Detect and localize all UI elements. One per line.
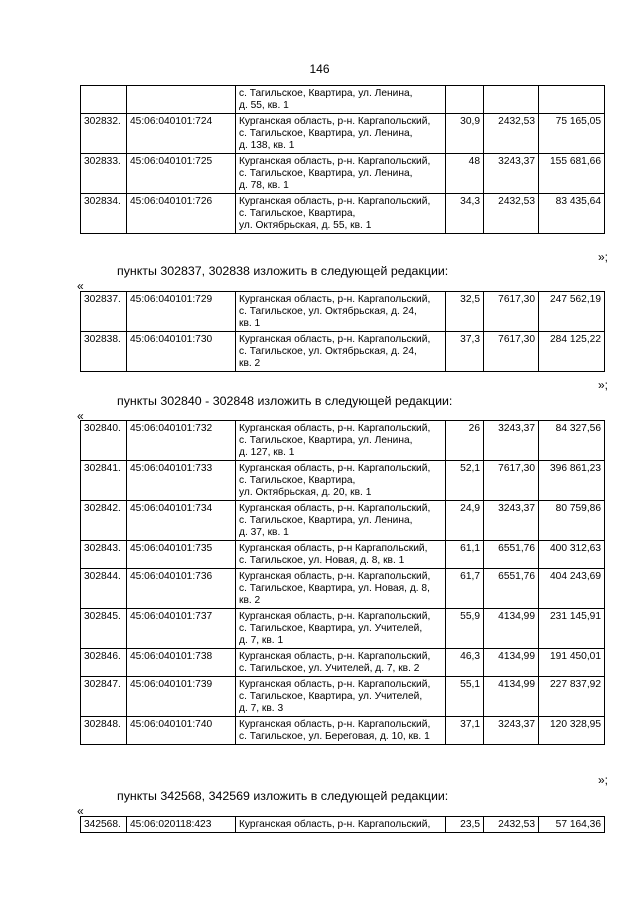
cell-cad: 45:06:040101:734 <box>127 501 236 541</box>
section-heading: пункты 302840 - 302848 изложить в следующей редакции: <box>117 394 453 408</box>
cell-addr <box>236 86 446 114</box>
cell-num: 342568. <box>81 817 127 833</box>
table-row <box>81 569 605 609</box>
cell-addr <box>236 154 446 194</box>
cell-price: 3243,37 <box>484 421 539 461</box>
address-line: с. Тагильское, Квартира, ул. Ленина, <box>239 128 413 139</box>
cell-area: 61,1 <box>446 541 484 569</box>
address-line: Курганская область, р-н. Каргапольский, <box>239 819 431 830</box>
table-row <box>81 154 605 194</box>
cell-area: 24,9 <box>446 501 484 541</box>
property-table-2 <box>80 291 605 372</box>
address-line: с. Тагильское, Квартира, ул. Ленина, <box>239 88 413 99</box>
address-line: кв. 2 <box>239 595 261 606</box>
address-line: с. Тагильское, Квартира, <box>239 208 356 219</box>
cell-cad: 45:06:040101:739 <box>127 677 236 717</box>
table-row <box>81 501 605 541</box>
closing-quote: »; <box>597 250 608 264</box>
cell-total <box>539 86 605 114</box>
address-line: Курганская область, р-н. Каргапольский, <box>239 423 431 434</box>
cell-total: 231 145,91 <box>539 609 605 649</box>
cell-price: 4134,99 <box>484 649 539 677</box>
cell-total: 75 165,05 <box>539 114 605 154</box>
cell-cad: 45:06:040101:740 <box>127 717 236 745</box>
property-table-4 <box>80 816 605 833</box>
cell-addr <box>236 569 446 609</box>
cell-cad: 45:06:040101:732 <box>127 421 236 461</box>
address-line: кв. 1 <box>239 318 261 329</box>
address-line: с. Тагильское, ул. Новая, д. 8, кв. 1 <box>239 555 405 566</box>
cell-price: 2432,53 <box>484 114 539 154</box>
cell-num: 302843. <box>81 541 127 569</box>
cell-cad: 45:06:040101:725 <box>127 154 236 194</box>
address-line: Курганская область, р-н. Каргапольский, <box>239 571 431 582</box>
cell-price: 6551,76 <box>484 569 539 609</box>
closing-quote: »; <box>597 773 608 787</box>
address-line: Курганская область, р-н Каргапольский, <box>239 543 428 554</box>
address-line: Курганская область, р-н. Каргапольский, <box>239 651 431 662</box>
closing-quote: »; <box>597 378 608 392</box>
cell-cad: 45:06:040101:730 <box>127 332 236 372</box>
cell-total: 191 450,01 <box>539 649 605 677</box>
cell-area: 61,7 <box>446 569 484 609</box>
cell-addr <box>236 332 446 372</box>
table-row <box>81 649 605 677</box>
cell-price: 4134,99 <box>484 609 539 649</box>
address-line: с. Тагильское, ул. Октябрьская, д. 24, <box>239 346 417 357</box>
table-row <box>81 292 605 332</box>
opening-quote: « <box>77 409 84 423</box>
cell-area: 23,5 <box>446 817 484 833</box>
address-line: д. 37, кв. 1 <box>239 527 289 538</box>
table-row <box>81 717 605 745</box>
cell-price: 4134,99 <box>484 677 539 717</box>
cell-num: 302838. <box>81 332 127 372</box>
property-table-1 <box>80 85 605 234</box>
cell-total: 284 125,22 <box>539 332 605 372</box>
table-row <box>81 332 605 372</box>
table-row <box>81 421 605 461</box>
cell-price: 7617,30 <box>484 292 539 332</box>
cell-num: 302845. <box>81 609 127 649</box>
cell-cad: 45:06:040101:724 <box>127 114 236 154</box>
cell-price: 2432,53 <box>484 817 539 833</box>
cell-total: 155 681,66 <box>539 154 605 194</box>
cell-cad: 45:06:040101:738 <box>127 649 236 677</box>
cell-cad: 45:06:040101:735 <box>127 541 236 569</box>
cell-total: 120 328,95 <box>539 717 605 745</box>
table-row <box>81 114 605 154</box>
address-line: д. 127, кв. 1 <box>239 447 295 458</box>
cell-addr <box>236 114 446 154</box>
address-line: Курганская область, р-н. Каргапольский, <box>239 611 431 622</box>
address-line: Курганская область, р-н. Каргапольский, <box>239 196 431 207</box>
cell-area: 48 <box>446 154 484 194</box>
address-line: с. Тагильское, Квартира, ул. Новая, д. 8, <box>239 583 430 594</box>
address-line: с. Тагильское, Квартира, ул. Ленина, <box>239 168 413 179</box>
cell-addr <box>236 677 446 717</box>
section-heading: пункты 302837, 302838 изложить в следующей редакции: <box>117 264 449 278</box>
cell-num: 302847. <box>81 677 127 717</box>
cell-num: 302844. <box>81 569 127 609</box>
cell-area: 46,3 <box>446 649 484 677</box>
address-line: Курганская область, р-н. Каргапольский, <box>239 294 431 305</box>
cell-addr <box>236 817 446 833</box>
section-heading: пункты 342568, 342569 изложить в следующей редакции: <box>117 789 449 803</box>
opening-quote: « <box>77 279 84 293</box>
address-line: Курганская область, р-н. Каргапольский, <box>239 503 431 514</box>
cell-price: 3243,37 <box>484 154 539 194</box>
address-line: Курганская область, р-н. Каргапольский, <box>239 679 431 690</box>
cell-num: 302834. <box>81 194 127 234</box>
opening-quote: « <box>77 804 84 818</box>
cell-total: 396 861,23 <box>539 461 605 501</box>
address-line: Курганская область, р-н. Каргапольский, <box>239 156 431 167</box>
cell-addr <box>236 541 446 569</box>
cell-area: 55,9 <box>446 609 484 649</box>
cell-addr <box>236 421 446 461</box>
cell-num: 302841. <box>81 461 127 501</box>
cell-num: 302832. <box>81 114 127 154</box>
property-table-3 <box>80 420 605 745</box>
cell-total: 57 164,36 <box>539 817 605 833</box>
address-line: с. Тагильское, ул. Береговая, д. 10, кв. 1 <box>239 731 430 742</box>
cell-area: 30,9 <box>446 114 484 154</box>
cell-num: 302842. <box>81 501 127 541</box>
cell-cad: 45:06:040101:737 <box>127 609 236 649</box>
cell-price: 2432,53 <box>484 194 539 234</box>
cell-total: 247 562,19 <box>539 292 605 332</box>
cell-addr <box>236 717 446 745</box>
table-row <box>81 677 605 717</box>
cell-num: 302846. <box>81 649 127 677</box>
table-row <box>81 541 605 569</box>
address-line: с. Тагильское, ул. Октябрьская, д. 24, <box>239 306 417 317</box>
cell-num: 302837. <box>81 292 127 332</box>
cell-addr <box>236 649 446 677</box>
cell-area: 55,1 <box>446 677 484 717</box>
cell-area: 34,3 <box>446 194 484 234</box>
cell-area: 32,5 <box>446 292 484 332</box>
cell-cad: 45:06:040101:726 <box>127 194 236 234</box>
cell-total: 404 243,69 <box>539 569 605 609</box>
cell-cad: 45:06:040101:729 <box>127 292 236 332</box>
address-line: ул. Октябрьская, д. 20, кв. 1 <box>239 487 372 498</box>
cell-addr <box>236 461 446 501</box>
cell-addr <box>236 292 446 332</box>
cell-num: 302848. <box>81 717 127 745</box>
table-row <box>81 194 605 234</box>
address-line: с. Тагильское, Квартира, ул. Учителей, <box>239 691 423 702</box>
cell-price: 3243,37 <box>484 717 539 745</box>
cell-num: 302833. <box>81 154 127 194</box>
cell-price: 7617,30 <box>484 332 539 372</box>
cell-cad: 45:06:040101:736 <box>127 569 236 609</box>
address-line: Курганская область, р-н. Каргапольский, <box>239 463 431 474</box>
cell-area: 37,1 <box>446 717 484 745</box>
address-line: Курганская область, р-н. Каргапольский, <box>239 719 431 730</box>
address-line: с. Тагильское, ул. Учителей, д. 7, кв. 2 <box>239 663 420 674</box>
cell-area: 37,3 <box>446 332 484 372</box>
address-line: с. Тагильское, Квартира, ул. Ленина, <box>239 515 413 526</box>
address-line: с. Тагильское, Квартира, ул. Учителей, <box>239 623 423 634</box>
cell-price: 3243,37 <box>484 501 539 541</box>
cell-addr <box>236 194 446 234</box>
cell-total: 84 327,56 <box>539 421 605 461</box>
cell-price <box>484 86 539 114</box>
address-line: Курганская область, р-н. Каргапольский, <box>239 116 431 127</box>
cell-num <box>81 86 127 114</box>
cell-price: 7617,30 <box>484 461 539 501</box>
table-row <box>81 817 605 833</box>
cell-cad <box>127 86 236 114</box>
address-line: Курганская область, р-н. Каргапольский, <box>239 334 431 345</box>
table-row <box>81 86 605 114</box>
cell-addr <box>236 609 446 649</box>
address-line: д. 55, кв. 1 <box>239 100 289 111</box>
cell-cad: 45:06:020118:423 <box>127 817 236 833</box>
cell-price: 6551,76 <box>484 541 539 569</box>
address-line: с. Тагильское, Квартира, <box>239 475 356 486</box>
cell-total: 400 312,63 <box>539 541 605 569</box>
address-line: с. Тагильское, Квартира, ул. Ленина, <box>239 435 413 446</box>
cell-total: 83 435,64 <box>539 194 605 234</box>
page-number: 146 <box>309 62 330 76</box>
cell-area: 26 <box>446 421 484 461</box>
address-line: д. 78, кв. 1 <box>239 180 289 191</box>
cell-total: 80 759,86 <box>539 501 605 541</box>
cell-num: 302840. <box>81 421 127 461</box>
cell-area: 52,1 <box>446 461 484 501</box>
address-line: кв. 2 <box>239 358 261 369</box>
cell-total: 227 837,92 <box>539 677 605 717</box>
table-row <box>81 609 605 649</box>
address-line: д. 7, кв. 1 <box>239 635 284 646</box>
cell-cad: 45:06:040101:733 <box>127 461 236 501</box>
cell-addr <box>236 501 446 541</box>
address-line: д. 138, кв. 1 <box>239 140 295 151</box>
table-row <box>81 461 605 501</box>
cell-area <box>446 86 484 114</box>
address-line: ул. Октябрьская, д. 55, кв. 1 <box>239 220 372 231</box>
address-line: д. 7, кв. 3 <box>239 703 284 714</box>
